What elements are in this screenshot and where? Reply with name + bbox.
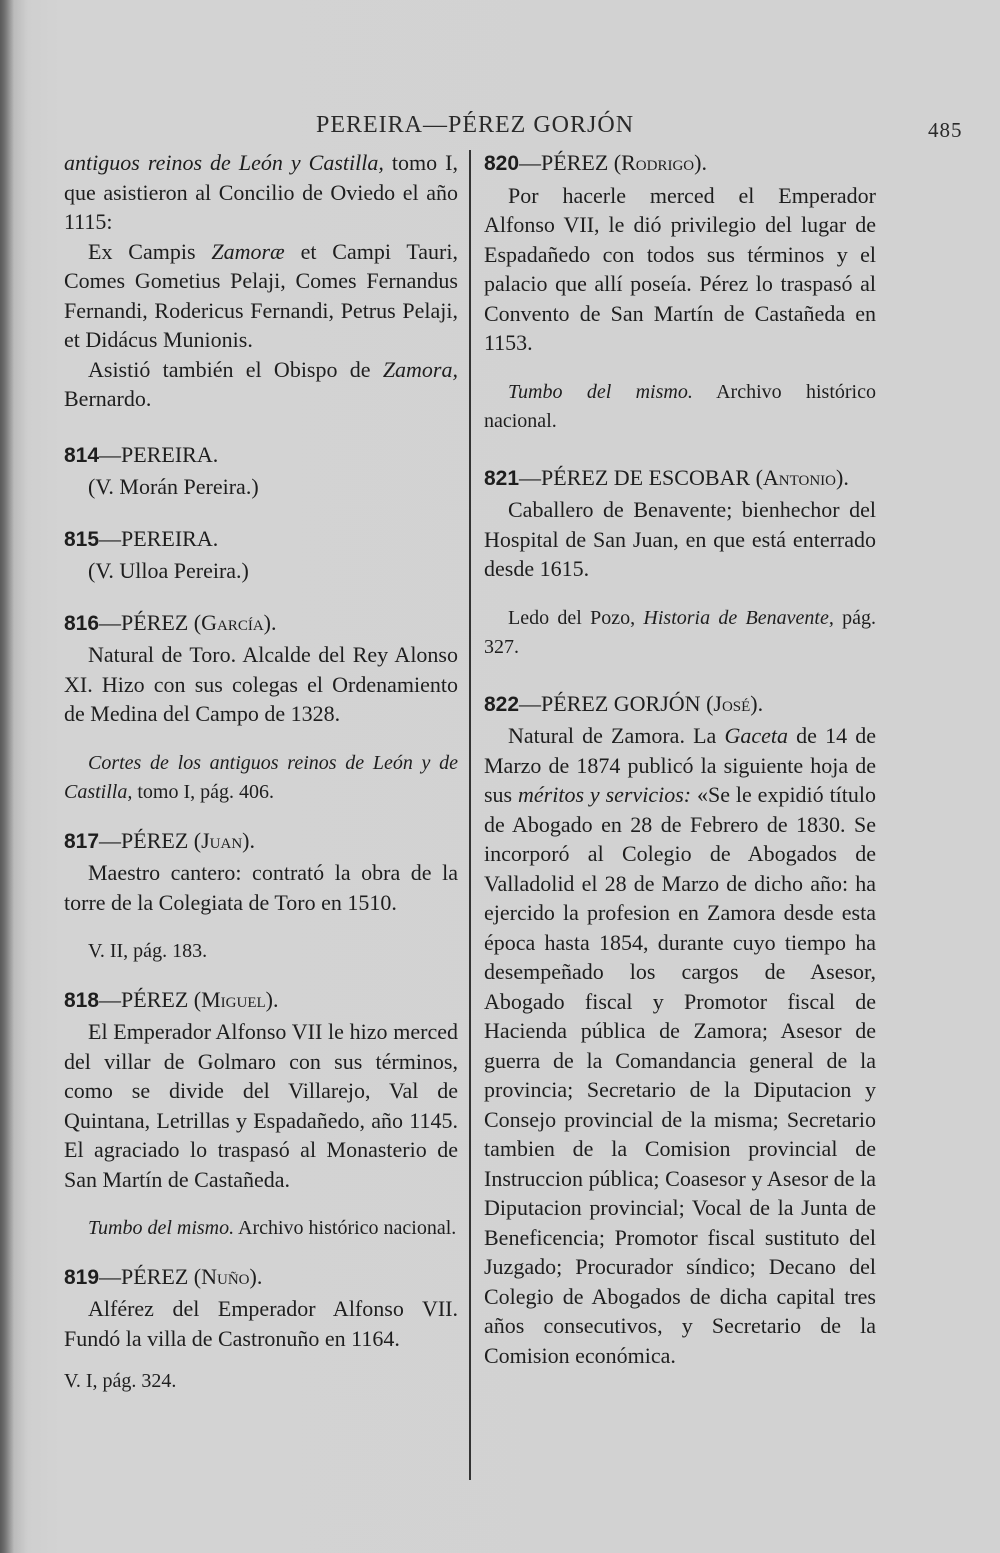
entry-citation [484, 604, 876, 663]
witnesses-post: et Campi Tauri, Comes Gometius Pelaji, Comes Fernandus Fernandi, Rodericus Fernandi, Petrus Pelaji, et Didácus Munionis. [64, 238, 458, 352]
entry-given-name: (Miguel). [193, 986, 279, 1012]
citation-italic: Historia de Benavente, [643, 606, 834, 629]
entry-body: (V. Ulloa Pereira.) [88, 558, 249, 583]
entry-body: Por hacerle merced el Emperador Alfonso VII, le dió privilegio del lugar de Espadañedo con todos sus términos y el palacio que allí poseía. Pérez lo traspasó al Convento de San Martín de Castañeda en 1153. [484, 182, 876, 355]
entry-heading [64, 608, 458, 639]
witnesses-paragraph [64, 237, 458, 355]
intro-paragraph [64, 148, 458, 237]
entry-number: 819 [64, 1265, 100, 1289]
entry-given-name: (Nuño). [193, 1263, 263, 1289]
entry-name: —PEREIRA. [99, 441, 219, 467]
entry-citation [64, 749, 458, 808]
entry-heading [484, 148, 876, 179]
entry-820 [484, 148, 876, 437]
citation-italic: Cortes de los antiguos reinos de León y de Castilla, [64, 751, 458, 803]
entry-name: —PÉREZ [99, 609, 189, 635]
entry-822 [484, 689, 876, 1371]
entry-citation: V. I, pág. 324. [64, 1370, 177, 1392]
entry-number: 820 [484, 152, 520, 175]
bishop-paragraph [64, 355, 458, 414]
entry-name: —PÉREZ [519, 150, 609, 175]
body-post: «Se le expidió título de Abogado en 28 de Febrero de 1830. Se incorporó al Colegio de Abogados de Valladolid el 28 de Marzo de dicho año: ha ejercido la profesion en Zamora desde esta época hasta 1854, durante cuyo tiempo ha desempeñado los cargos de Asesor, Abogado fiscal y Promotor fiscal de Hacienda pública de Zamora; Asesor de guerra de la Comandancia general de la provincia; Secretario de la Diputacion y Consejo provincial de la misma; Secretario tambien de la Comision provincial de Instruccion pública; Coasesor y Asesor de la Diputacion provincial; Vocal de la Junta de Beneficencia; Promotor fiscal sustituto del Juzgado; Procurador síndico; Decano del Colegio de Abogados de dicha capital tres años consecutivos, y Secretario de la Comision económica. [484, 782, 877, 1368]
citation-rest: Archivo histórico nacional. [234, 1217, 457, 1239]
bishop-pre: Asistió también el Obispo de [88, 356, 383, 382]
entry-body: Alférez del Emperador Alfonso VII. Fundó la villa de Castronuño en 1164. [64, 1296, 458, 1351]
entry-number: 822 [484, 692, 520, 716]
entry-815 [64, 524, 458, 586]
entry-number: 814 [64, 443, 100, 467]
entry-given-name: (Juan). [193, 827, 255, 853]
entry-name: —PEREIRA. [99, 525, 219, 551]
entry-citation [64, 1214, 458, 1244]
entry-body: (V. Morán Pereira.) [88, 474, 259, 499]
intro-continuation [64, 148, 458, 414]
witnesses-italic: Zamoræ [211, 238, 285, 264]
entry-heading [64, 524, 458, 555]
entry-heading [484, 463, 876, 494]
body-pre: Natural de Zamora. La [508, 723, 725, 748]
citation-rest: pág. 327. [484, 606, 876, 658]
entry-heading [64, 826, 458, 857]
entry-given-name: (Antonio). [755, 464, 849, 490]
entry-number: 815 [64, 527, 100, 551]
citation-italic: Tumbo del mismo. [88, 1217, 235, 1239]
right-column [484, 148, 876, 1388]
column-divider [469, 150, 471, 1480]
entry-heading [484, 689, 876, 720]
entry-given-name: (García). [193, 609, 277, 635]
body-italic-gaceta: Gaceta [724, 723, 788, 748]
body-italic-meritos: méritos y servicios: [518, 782, 692, 807]
citation-italic: Tumbo del mismo. [508, 380, 693, 403]
intro-text: tomo I, que asistieron al Concilio de Oviedo el año 1115: [64, 150, 458, 234]
witnesses-pre: Ex Campis [88, 238, 212, 264]
left-column [64, 148, 458, 1415]
intro-italic: antiguos reinos de León y Castilla, [64, 150, 384, 175]
entry-heading [64, 440, 458, 471]
entry-citation [484, 378, 876, 437]
entry-given-name: (Rodrigo). [613, 150, 707, 175]
gutter-shadow [0, 0, 14, 1553]
entry-heading [64, 985, 458, 1016]
bishop-italic: Zamora, [382, 356, 458, 382]
citation-rest: tomo I, pág. 406. [132, 781, 275, 803]
running-head: PEREIRA—PÉREZ GORJÓN [316, 112, 635, 138]
entry-heading [64, 1262, 458, 1293]
entry-name: —PÉREZ [99, 827, 189, 853]
entry-821 [484, 463, 876, 663]
entry-number: 818 [64, 988, 100, 1012]
citation-pre: Ledo del Pozo, [508, 606, 644, 629]
entry-number: 816 [64, 611, 100, 635]
entry-body: Natural de Toro. Alcalde del Rey Alonso XI. Hizo con sus colegas el Ordenamiento de Medina del Campo de 1328. [64, 642, 458, 726]
entry-name: —PÉREZ [99, 986, 189, 1012]
page-number: 485 [928, 118, 963, 142]
entry-name: —PÉREZ GORJÓN [519, 690, 701, 716]
entry-name: —PÉREZ [99, 1263, 189, 1289]
entry-814 [64, 440, 458, 502]
entry-817 [64, 826, 458, 967]
entry-number: 817 [64, 829, 100, 853]
entry-number: 821 [484, 466, 520, 490]
body-mid: de 14 de Marzo de 1874 publicó la siguiente hoja de sus [484, 723, 876, 807]
citation-rest: Archivo histórico nacional. [484, 380, 876, 432]
entry-name: —PÉREZ DE ESCOBAR [519, 464, 751, 490]
entry-818 [64, 985, 458, 1244]
entry-body: Caballero de Benavente; bienhechor del Hospital de San Juan, en que está enterrado desde 1615. [484, 497, 876, 581]
entry-816 [64, 608, 458, 808]
entry-body [484, 721, 876, 1370]
entry-819 [64, 1262, 458, 1397]
bishop-post: Bernardo. [64, 386, 152, 411]
entry-given-name: (José). [706, 690, 764, 716]
entry-citation: V. II, pág. 183. [88, 940, 208, 962]
entry-body: Maestro cantero: contrató la obra de la torre de la Colegiata de Toro en 1510. [64, 860, 458, 915]
entry-body: El Emperador Alfonso VII le hizo merced del villar de Golmaro con sus términos, como se divide del Villarejo, Val de Quintana, Letrillas y Espadañedo, año 1145. El agraciado lo traspasó al Monasterio de San Martín de Castañeda. [64, 1019, 458, 1192]
page-header [0, 112, 1000, 142]
